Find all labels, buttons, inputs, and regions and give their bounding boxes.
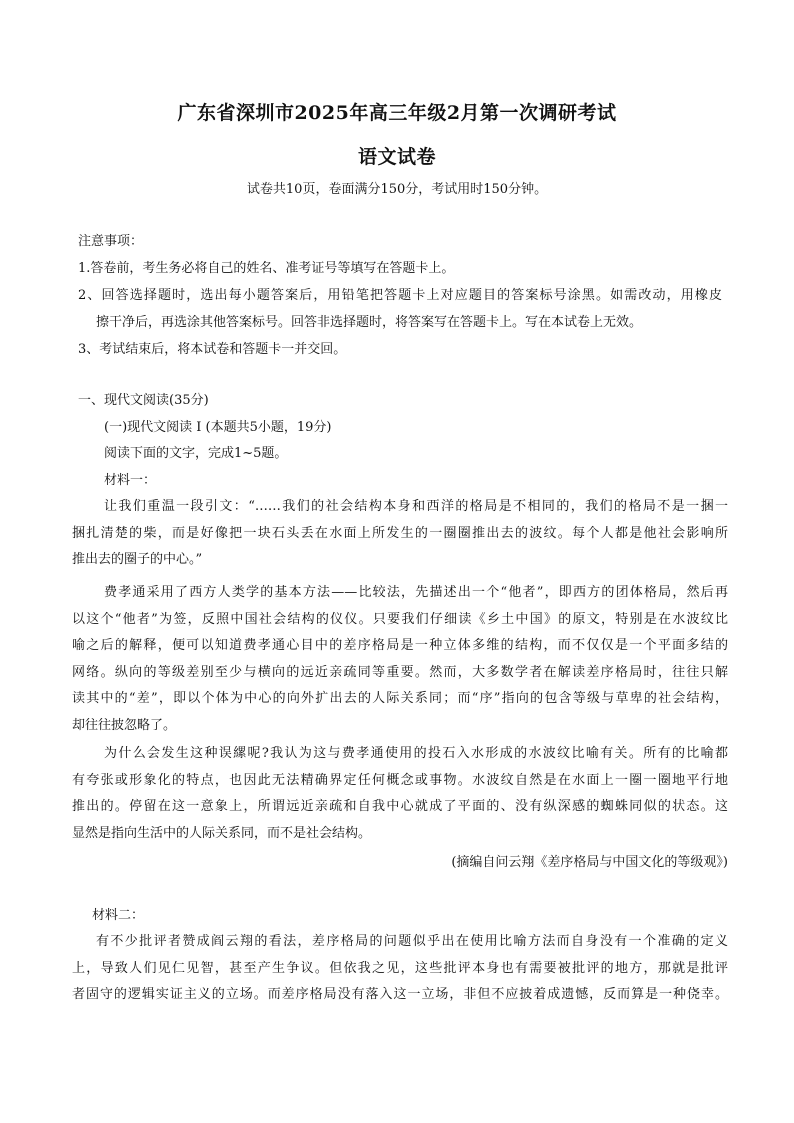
part-heading: (一)现代文阅读 I (本题共5小题，19分) — [104, 420, 332, 435]
paragraph-4-line-3: 者固守的逻辑实证主义的立场。而差序格局没有落入这一立场，非但不应披着成遗憾，反而算是一种侥幸。 — [72, 987, 728, 1002]
notice-heading: 注意事项： — [78, 234, 144, 249]
paragraph-1-line-1: 让我们重温一段引文：“……我们的社会结构本身和西洋的格局是不相同的，我们的格局不是一捆一 — [104, 499, 728, 514]
paragraph-4-line-2: 上，导致人们见仁见智，甚至产生争议。但依我之见，这些批评本身也有需要被批评的地方，那就是批评 — [72, 961, 728, 976]
paragraph-2-line-3: 喻之后的解释，便可以知道费孝通心目中的差序格局是一种立体多维的结构，而不仅仅是一个平面多结的 — [72, 638, 728, 653]
paragraph-2-line-1: 费孝通采用了西方人类学的基本方法——比较法，先描述出一个“他者”，即西方的团体格局，然后再 — [104, 585, 728, 600]
exam-subtitle: 语文试卷 — [357, 146, 436, 168]
paragraph-2-line-6: 却往往披忽略了。 — [72, 718, 177, 733]
notice-item-2-line-1: 2、回答选择题时，选出每小题答案后，用铅笔把答题卡上对应题目的答案标号涂黑。如需改动，用橡皮 — [78, 288, 722, 303]
exam-title: 广东省深圳市2025年高三年级2月第一次调研考试 — [177, 102, 617, 124]
paragraph-1-line-2: 捆扎清楚的柴，而是好像把一块石头丢在水面上所发生的一圈圈推出去的波纹。每个人都是他社会影响所 — [72, 526, 728, 541]
paragraph-2-line-2: 以这个“他者”为签，反照中国社会结构的仪仪。只要我们仔细读《乡土中国》的原文，特别是在水波纹比 — [72, 612, 728, 627]
notice-item-1: 1.答卷前，考生务必将自己的姓名、准考证号等填写在答题卡上。 — [78, 261, 455, 276]
material-1-label: 材料一： — [104, 473, 157, 488]
paragraph-2-line-5: 读其中的“差”，即以个体为中心的向外扩出去的人际关系同；而“序”指向的包含等级与草卑的社会结构， — [72, 691, 728, 706]
source-citation: (摘编自问云翔《差序格局与中国文化的等级观》) — [451, 855, 728, 870]
paragraph-2-line-4: 网络。纵向的等级差别至少与横向的远近亲疏同等重要。然而，大多数学者在解读差序格局时，往往只解 — [72, 665, 728, 680]
notice-item-3: 3、考试结束后，将本试卷和答题卡一并交回。 — [78, 342, 347, 357]
paragraph-1-line-3: 推出去的圈子的中心。” — [72, 552, 203, 567]
paragraph-3-line-2: 有夸张或形象化的特点，也因此无法精确界定任何概念或事物。水波纹自然是在水面上一圈一圈地平行地 — [72, 773, 728, 788]
paragraph-4-line-1: 有不少批评者赞成阎云翔的看法，差序格局的问题似乎出在使用比喻方法而自身没有一个准确的定义 — [96, 934, 728, 949]
section-heading: 一、现代文阅读(35分) — [78, 393, 209, 408]
paragraph-3-line-1: 为什么会发生这种误縲呢?我认为这与费孝通使用的投石入水形成的水波纹比喻有关。所有的比喻都 — [104, 746, 728, 761]
exam-info: 试卷共10页，卷面满分150分，考试用时150分钟。 — [246, 182, 548, 197]
paragraph-3-line-4: 显然是指向生活中的人际关系同，而不是社会结构。 — [72, 826, 372, 841]
material-2-label: 材料二： — [92, 908, 145, 923]
notice-item-2-line-2: 擦干净后，再选涂其他答案标号。回答非选择题时，将答案写在答题卡上。写在本试卷上无效。 — [96, 315, 643, 330]
paragraph-3-line-3: 推出的。停留在这一意象上，所谓远近亲疏和自我中心就成了平面的、没有纵深感的蜘蛛同似的状态。这 — [72, 799, 728, 814]
reading-instruction: 阅读下面的文字，完成1~5题。 — [104, 446, 288, 461]
